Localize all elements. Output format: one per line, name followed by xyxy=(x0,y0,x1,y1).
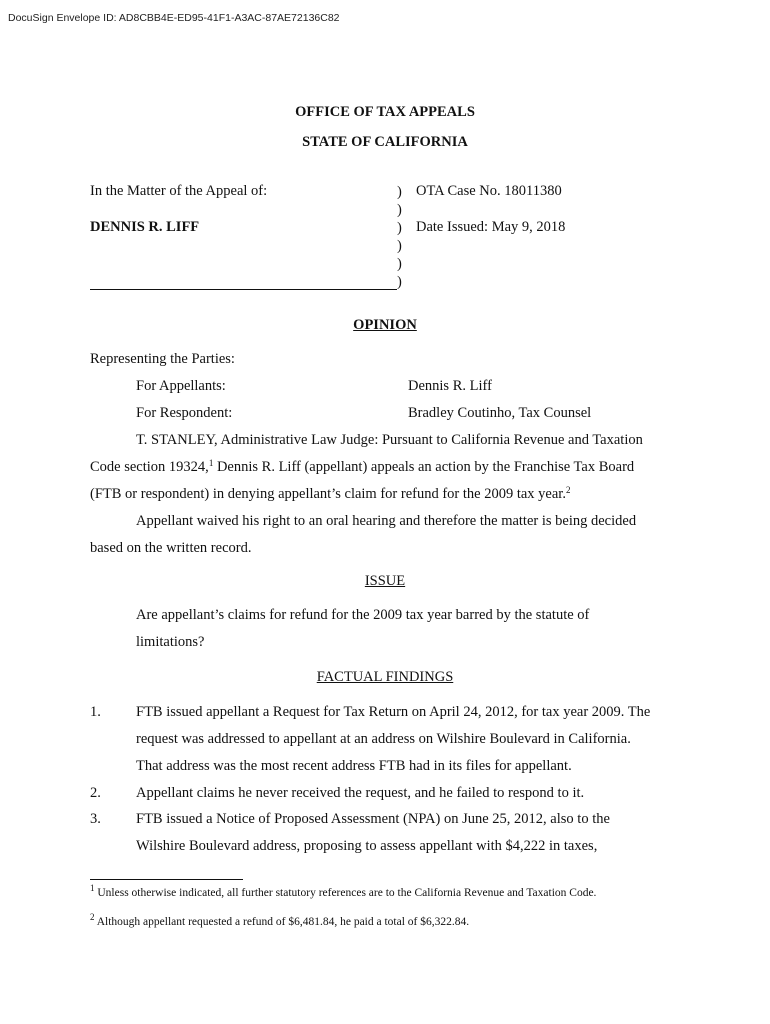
issue-line: limitations? xyxy=(136,634,205,650)
appellant-name: DENNIS R. LIFF xyxy=(90,219,200,235)
respondent-label: For Respondent: xyxy=(136,405,233,421)
office-heading: OFFICE OF TAX APPEALS xyxy=(295,104,475,120)
caption-paren: ) xyxy=(397,184,402,200)
caption-paren: ) xyxy=(397,256,402,272)
appellants-label: For Appellants: xyxy=(136,378,226,394)
case-number: OTA Case No. 18011380 xyxy=(416,183,562,199)
issue-line: Are appellant’s claims for refund for the 2009 tax year barred by the statute of xyxy=(136,607,590,623)
respondent-representative: Bradley Coutinho, Tax Counsel xyxy=(408,405,592,421)
footnote-2: $^2$ Although appellant requested a refund of $6,481.84, he paid a total of $6,322.84. xyxy=(90,912,470,928)
finding-line: FTB issued appellant a Request for Tax Return on April 24, 2012, for tax year 2009. The xyxy=(136,704,651,720)
footnote-separator xyxy=(90,879,243,880)
docusign-envelope-id: DocuSign Envelope ID: AD8CBB4E-ED95-41F1-A3AC-87AE72136C82 xyxy=(8,12,340,24)
intro-line: based on the written record. xyxy=(90,540,252,556)
finding-number: 1. xyxy=(90,704,101,720)
findings-heading: FACTUAL FINDINGS xyxy=(316,669,454,685)
issue-heading: ISSUE xyxy=(364,573,406,589)
intro-line: Appellant waived his right to an oral hearing and therefore the matter is being decided xyxy=(136,513,637,529)
opinion-title: OPINION xyxy=(353,317,417,333)
intro-line: Code section 19324,$^1$ Dennis R. Liff (appellant) appeals an action by the Franchise Tax Board xyxy=(90,458,635,475)
caption-paren: ) xyxy=(397,202,402,218)
footnote-1: $^1$ Unless otherwise indicated, all further statutory references are to the California Revenue and Taxation Code. xyxy=(90,883,597,899)
finding-number: 3. xyxy=(90,811,101,827)
finding-line: FTB issued a Notice of Proposed Assessment (NPA) on June 25, 2012, also to the xyxy=(136,811,610,827)
caption-paren: ) xyxy=(397,238,402,254)
finding-line: Wilshire Boulevard address, proposing to assess appellant with $4,222 in taxes, xyxy=(136,838,598,854)
parties-heading: Representing the Parties: xyxy=(90,351,235,367)
footnote-ref-1[interactable]: 1 xyxy=(208,458,214,468)
state-heading: STATE OF CALIFORNIA xyxy=(302,134,468,150)
caption-underline xyxy=(90,289,397,290)
date-issued: Date Issued: May 9, 2018 xyxy=(416,219,566,235)
matter-label: In the Matter of the Appeal of: xyxy=(90,183,268,199)
intro-line: T. STANLEY, Administrative Law Judge: Pursuant to California Revenue and Taxation xyxy=(136,432,643,448)
caption-paren: ) xyxy=(397,274,402,290)
finding-number: 2. xyxy=(90,785,101,801)
caption-paren: ) xyxy=(397,220,402,236)
finding-line: request was addressed to appellant at an address on Wilshire Boulevard in California. xyxy=(136,731,631,747)
footnote-ref-2[interactable]: 2 xyxy=(565,485,571,495)
appellants-representative: Dennis R. Liff xyxy=(408,378,492,394)
finding-line: Appellant claims he never received the request, and he failed to respond to it. xyxy=(136,785,585,801)
finding-line: That address was the most recent address FTB had in its files for appellant. xyxy=(136,758,572,774)
intro-line: (FTB or respondent) in denying appellant’s claim for refund for the 2009 tax year.$^2$ xyxy=(90,485,571,502)
